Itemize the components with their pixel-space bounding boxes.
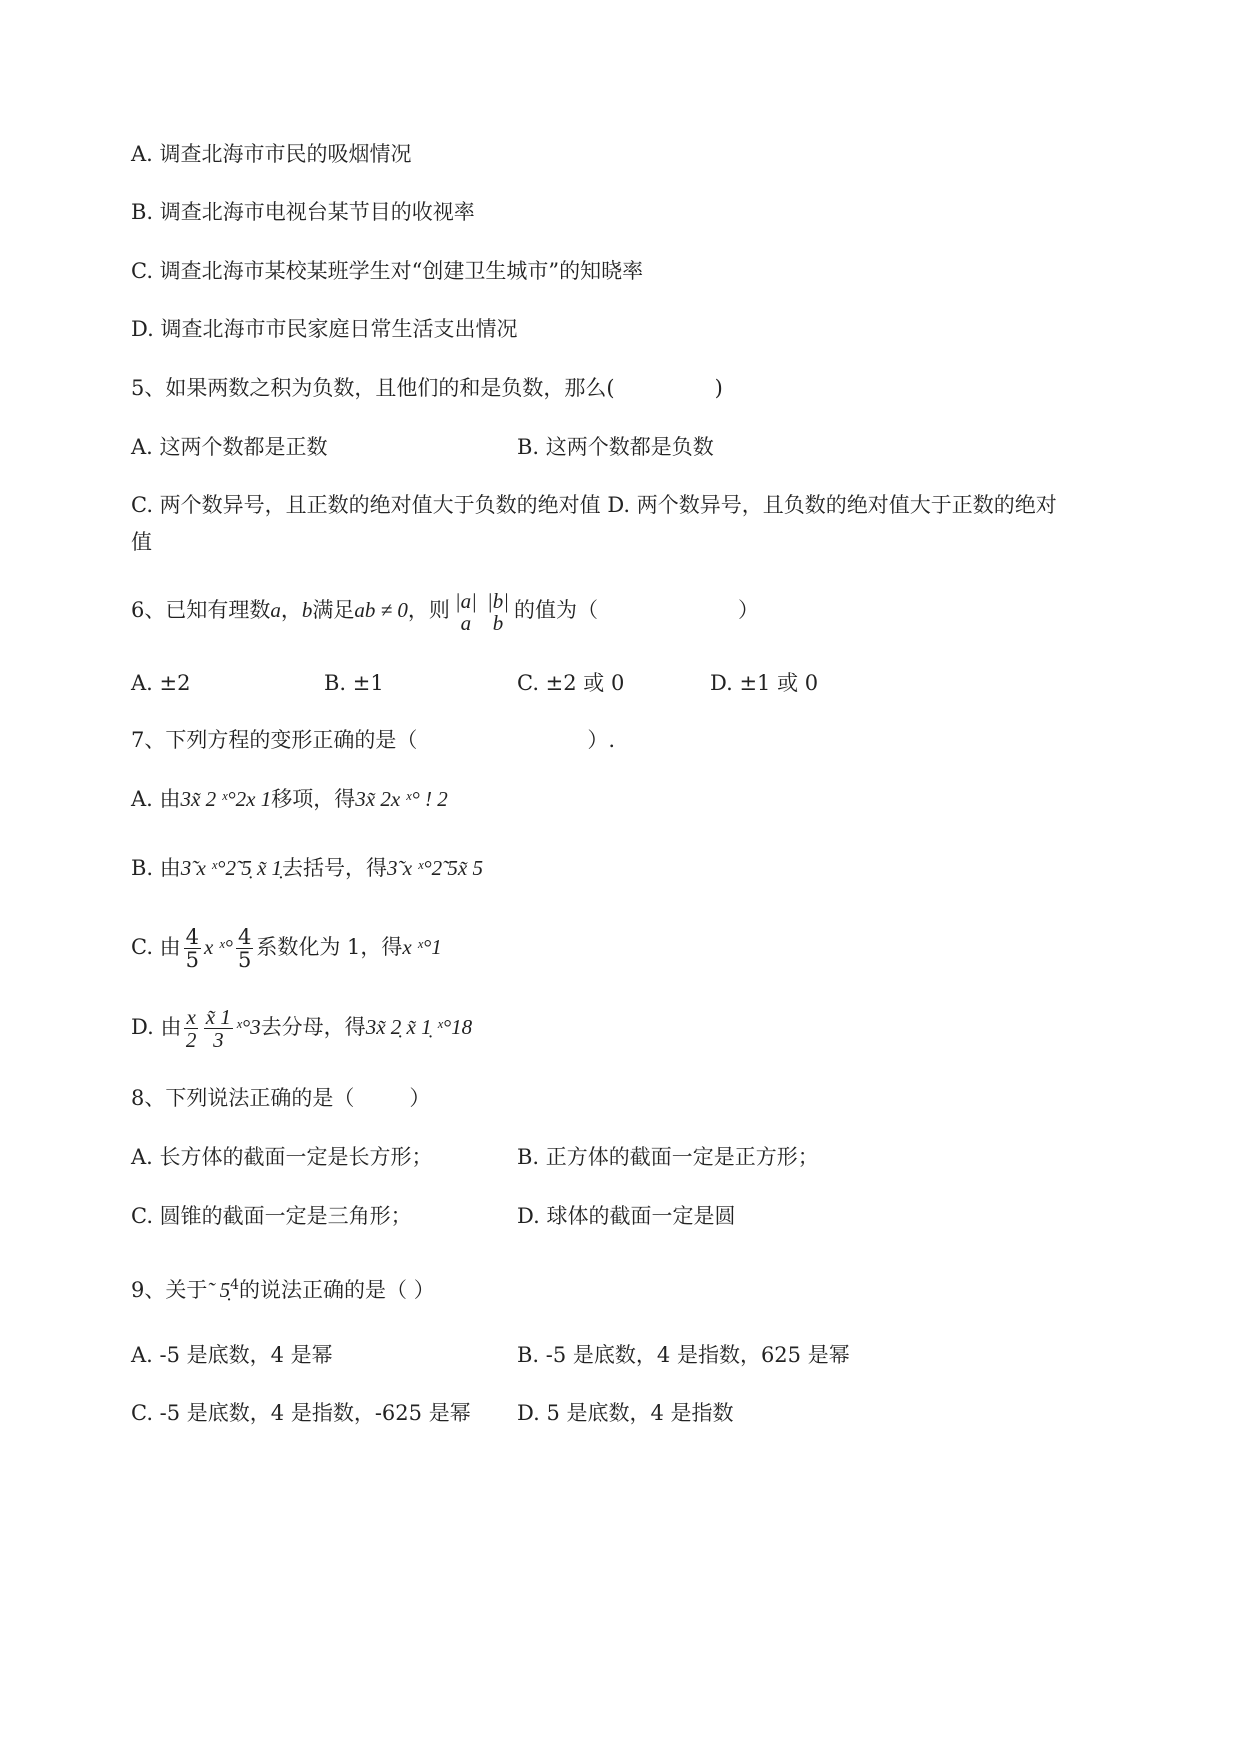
q7-stem-close: ）. xyxy=(587,728,616,752)
q7-option-d xyxy=(131,1005,472,1051)
q7-d-f1-num: x xyxy=(186,1005,196,1029)
q6-stem-close: ） xyxy=(738,598,759,622)
q6-fraction-2 xyxy=(485,590,511,634)
q7-stem-text: 7、下列方程的变形正确的是（ xyxy=(131,728,418,752)
q5-option-b: B. 这两个数都是负数 xyxy=(517,435,714,459)
q7-d-prefix: D. 由 xyxy=(131,1015,182,1039)
q7-c-f1-den: 5 xyxy=(185,948,200,972)
q5-option-a: A. 这两个数都是正数 xyxy=(131,435,328,459)
q7-c-fraction-1 xyxy=(184,926,201,971)
q9-option-a: A. -5 是底数，4 是幂 xyxy=(131,1343,333,1367)
q9-stem-suffix: 的说法正确的是（ ） xyxy=(239,1278,435,1302)
q5-stem xyxy=(131,375,723,401)
q4-option-b: B. 调查北海市电视台某节目的收视率 xyxy=(131,200,475,224)
q7-stem xyxy=(131,727,615,753)
q5-stem-text: 5、如果两数之积为负数，且他们的和是负数，那么( xyxy=(131,376,615,400)
q8-option-a: A. 长方体的截面一定是长方形； xyxy=(131,1145,433,1169)
q7-c-f1-num: 4 xyxy=(185,925,200,949)
q7-b-equation-2: 3̃ x ˣ°2̃ 5x̃ 5 xyxy=(387,856,483,880)
q6-var-a: a xyxy=(270,598,281,622)
q9-exponent: 4 xyxy=(230,1277,240,1293)
q7-d-equation-1: ˣ°3 xyxy=(235,1015,261,1039)
q6-var-b: b xyxy=(301,598,313,622)
q8-stem xyxy=(131,1085,430,1111)
q7-d-f1-den: 2 xyxy=(185,1028,197,1052)
q9-base: ˜ 5̣ xyxy=(207,1278,231,1302)
q6-condition: ab ≠ 0 xyxy=(354,598,408,622)
q9-stem-prefix: 9、关于 xyxy=(131,1278,208,1302)
q7-c-equation-2: x ˣ°1 xyxy=(402,935,442,959)
q7-c-mid: 系数化为 1，得 xyxy=(256,935,403,959)
q7-c-f2-den: 5 xyxy=(237,948,252,972)
q4-option-c: C. 调查北海市某校某班学生对“创建卫生城市”的知晓率 xyxy=(131,259,644,283)
q9-option-b: B. -5 是底数，4 是指数，625 是幂 xyxy=(517,1343,850,1367)
q7-a-equation-1: 3x̃ 2 ˣ°2x 1 xyxy=(180,787,272,811)
q7-option-a xyxy=(131,786,448,812)
q7-d-f2-num: x̃ 1 xyxy=(205,1005,231,1029)
q7-d-fraction-2 xyxy=(204,1006,233,1051)
q6-stem-suffix: 的值为（ xyxy=(514,598,598,622)
q5-option-wrap: 值 xyxy=(131,530,152,554)
q6-option-c: C. ±2 或 0 xyxy=(517,671,625,695)
q6-stem xyxy=(131,588,759,634)
q7-b-prefix: B. 由 xyxy=(131,856,181,880)
q8-stem-text: 8、下列说法正确的是（ xyxy=(131,1086,355,1110)
q7-c-equation-1: x ˣ° xyxy=(204,935,233,959)
q7-c-prefix: C. 由 xyxy=(131,935,181,959)
q5-option-c-d: C. 两个数异号，且正数的绝对值大于负数的绝对值 D. 两个数异号，且负数的绝对值大于正数的绝对 xyxy=(131,493,1057,517)
q8-option-b: B. 正方体的截面一定是正方形； xyxy=(517,1145,819,1169)
q6-frac1-den: a xyxy=(460,610,472,635)
q6-frac2-num: |b| xyxy=(486,588,509,613)
q6-frac1-num: |a| xyxy=(454,588,477,613)
q6-option-d: D. ±1 或 0 xyxy=(710,671,819,695)
q7-option-c xyxy=(131,925,442,971)
q7-a-mid: 移项，得 xyxy=(271,787,356,811)
q8-option-c: C. 圆锥的截面一定是三角形； xyxy=(131,1204,412,1228)
q9-stem xyxy=(131,1272,435,1303)
q7-a-prefix: A. 由 xyxy=(131,787,181,811)
q6-cond-label: 满足 xyxy=(312,598,355,622)
q7-d-fraction-1 xyxy=(184,1006,197,1051)
q6-option-b: B. ±1 xyxy=(324,671,384,695)
q9-option-d: D. 5 是底数，4 是指数 xyxy=(517,1401,734,1425)
q6-comma: ， xyxy=(280,598,302,622)
q7-b-equation-1: 3̃ x ˣ°2̃ 5̣ x̃ 1̣ xyxy=(180,856,283,880)
q6-frac2-den: b xyxy=(492,610,504,635)
q7-a-equation-2: 3x̃ 2x ˣ° ! 2 xyxy=(355,787,448,811)
q6-stem-prefix: 6、已知有理数 xyxy=(131,598,271,622)
q7-b-mid: 去括号，得 xyxy=(282,856,388,880)
q6-option-a: A. ±2 xyxy=(131,671,191,695)
q6-then: ，则 xyxy=(407,598,450,622)
q7-d-equation-2: 3x̃ 2̣ x̃ 1̣ ˣ°18 xyxy=(365,1015,473,1039)
q7-d-f2-den: 3 xyxy=(213,1028,224,1052)
q7-c-f2-num: 4 xyxy=(237,925,252,949)
q4-option-a: A. 调查北海市市民的吸烟情况 xyxy=(131,142,412,166)
q8-option-d: D. 球体的截面一定是圆 xyxy=(517,1204,736,1228)
q5-stem-close: ) xyxy=(714,376,723,400)
q7-option-b xyxy=(131,855,483,881)
q8-stem-close: ） xyxy=(409,1086,431,1110)
q9-option-c: C. -5 是底数，4 是指数，-625 是幂 xyxy=(131,1401,471,1425)
q4-option-d: D. 调查北海市市民家庭日常生活支出情况 xyxy=(131,317,518,341)
q7-c-fraction-2 xyxy=(236,926,253,971)
q7-d-mid: 去分母，得 xyxy=(260,1015,366,1039)
q6-fraction-1 xyxy=(453,590,479,634)
